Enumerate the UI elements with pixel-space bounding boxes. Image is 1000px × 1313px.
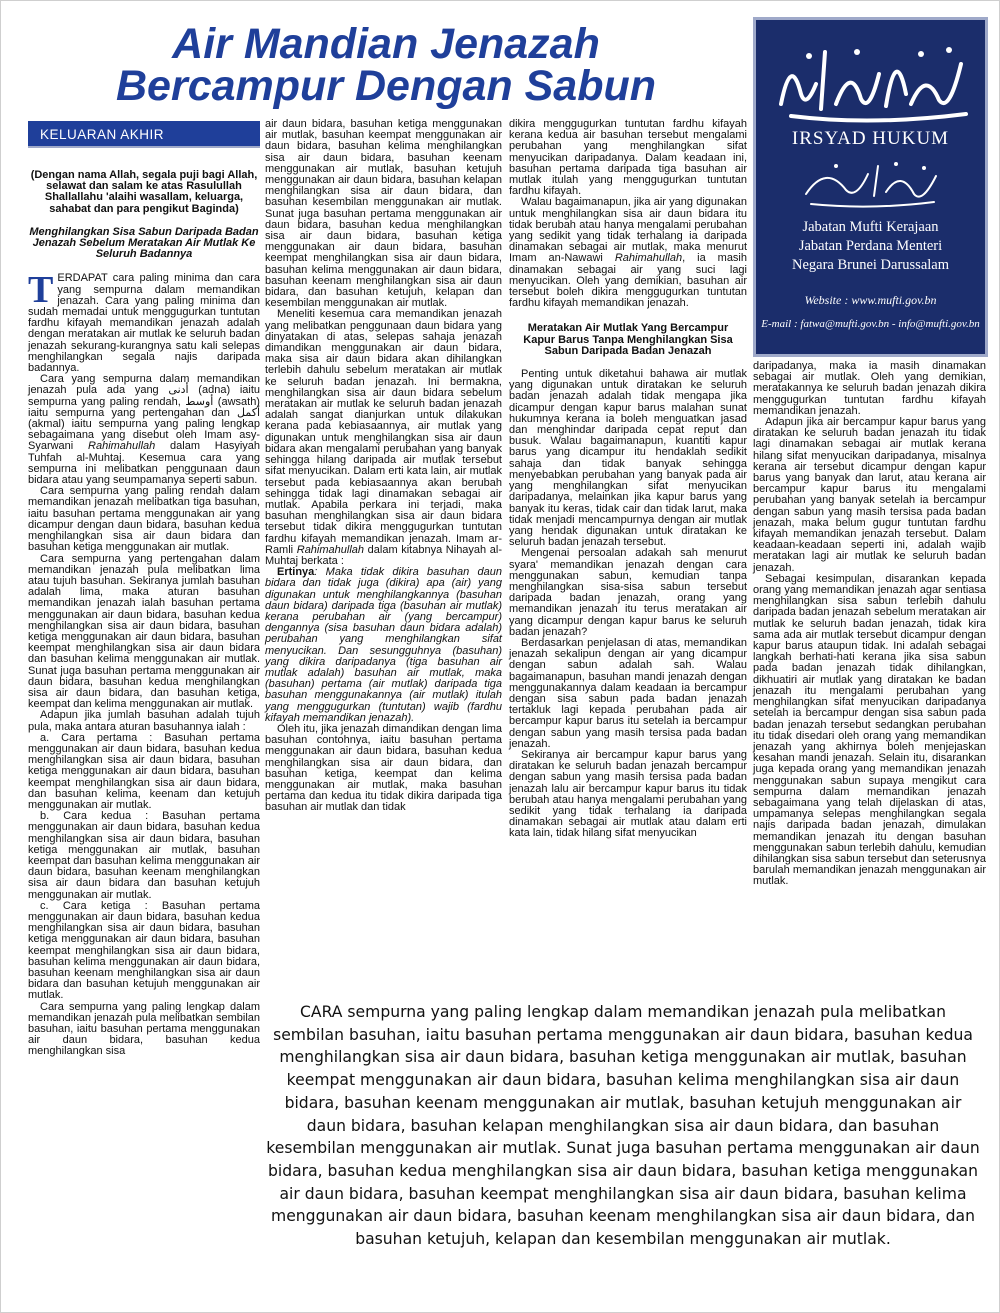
paragraph: Cara sempurna yang paling lengkap dalam memandikan jenazah pula melibatkan sembilan basuhan, iaitu basuhan pertama menggunakan air daun bidara, basuhan kedua menghilangkan sisa xyxy=(28,1000,260,1058)
paragraph: Oleh itu, jika jenazah dimandikan dengan lima basuhan contohnya, iaitu basuhan pertama menggunakan air daun bidara, basuhan kedua menghilangkan sisa air daun bidara, dan basuhan ketiga, keempat dan kelima menggunakan air mutlak, maka basuhan pertama dan kedua itu tidak dikira daripada tiga basuhan air mutlak dan tidak xyxy=(265,722,502,814)
paragraph-text: dalam Hasyiyah Tuhfah al-Muhtaj. Kesemua cara yang sempurna ini melibatkan penggunaan daun bidara atau yang seumpamanya seperti sabun. xyxy=(28,440,261,487)
headline-line-2: Bercampur Dengan Sabun xyxy=(116,62,656,110)
section-heading: Meratakan Air Mutlak Yang Bercampur Kapur Barus Tanpa Menghilangkan Sisa Sabun Daripada Badan Jenazah xyxy=(523,322,733,357)
column-4 xyxy=(753,361,986,888)
paragraph: dikira menggugurkan tuntutan fardhu kifayah kerana kedua air basuhan tersebut mengalami perubahan yang menghilangkan sifat menyucikan daripadanya. Dalam keadaan ini, basuhan pertama daripada tiga basuhan air mutlak itulah yang menggugurkan tuntutan fardhu kifayah. xyxy=(509,118,747,198)
translation-text: : Maka tidak dikira basuhan daun bidara dan tidak juga (dikira) apa (air) yang digunakan untuk menghilangkannya (basuhan daun bidara) daripada tiga (basuhan air mutlak) kerana perubahan air (yang bercampur) dengannya (sisa basuhan daun bidara adalah) perubahan yang menghilangkan sifat menyucikan. Dan sesungguhnya (basuhan) yang dikira daripadanya (tiga basuhan air mutlak adalah) basuhan air mutlak, maka (basuhan) pertama (air mutlak) daripada tiga basuhan menggunakannya (air mutlak) itulah yang menggugurkan (tuntutan) wajib (fardhu kifayah memandikan jenazah). xyxy=(265,566,502,724)
paragraph: Berdasarkan penjelasan di atas, memandikan jenazah sekalipun dengan air yang dicampur dengan sabun adalah sah. Walau bagaimanapun, basuhan mandi jenazah dengan menggunakannya dalam keadaan ia bercampur dengan sisa sabun pada badan jenazah tertakluk lagi kepada perubahan pada air bercampur kapur barus itu setelah ia bercampur dengan sabun yang masih tersisa pada badan jenazah. xyxy=(509,636,747,750)
article-subtitle: Menghilangkan Sisa Sabun Daripada Badan Jenazah Sebelum Meratakan Air Mutlak Ke Seluruh Badannya xyxy=(29,225,259,261)
paragraph-text: , ia masih dinamakan sebagai air yang suci lagi menyucikan. Oleh yang demikian, basuhan air tersebut boleh dikira menggugurkan tuntutan fardhu kifayah memandikan jenazah. xyxy=(509,252,747,310)
paragraph xyxy=(28,374,260,486)
paragraph: air daun bidara, basuhan ketiga menggunakan air mutlak, basuhan keempat menggunakan air daun bidara, basuhan kelima menghilangkan sisa air daun bidara, basuhan keenam menggunakan air mutlak, basuhan ketujuh menggunakan air daun bidara, basuhan kelapan menghilangkan sisa air daun bidara, dan basuhan kesembilan menggunakan air mutlak. Sunat juga basuhan pertama menggunakan air daun bidara, basuhan kedua menghilangkan sisa air daun bidara, basuhan ketiga menggunakan air daun bidara, basuhan keempat menghilangkan sisa air daun bidara, basuhan kelima menggunakan air daun bidara, basuhan keenam menghilangkan sisa air daun bidara, dan basuhan ketujuh, kelapan dan kesembilan menggunakan air mutlak. xyxy=(265,118,502,310)
dept-line-2: Jabatan Perdana Menteri xyxy=(798,238,943,254)
list-item: b. Cara kedua : Basuhan pertama menggunakan air daun bidara, basuhan kedua menghilangkan sisa air daun bidara, basuhan ketiga menggunakan air mutlak, basuhan keempat dan basuhan kelima menggunakan air daun bidara, basuhan keenam menghilangkan sisa air daun bidara dan basuhan ketujuh menggunakan air mutlak. xyxy=(28,810,260,901)
list-item: a. Cara pertama : Basuhan pertama menggunakan air daun bidara, basuhan kedua menghilangkan sisa air daun bidara, basuhan ketiga menggunakan air daun bidara, basuhan keempat menghilangkan sisa air daun bidara, dan basuhan kelima, keenam dan ketujuh menggunakan air mutlak. xyxy=(28,731,260,811)
paragraph: Adapun jika jumlah basuhan adalah tujuh pula, maka antara aturan basuhannya ialah : xyxy=(28,709,260,733)
paragraph-text: Walau bagaimanapun, jika air yang digunakan untuk menghilangkan sisa air daun bidara itu tidak berubah atau hanya mengalami perubahan yang sedikit yang tidak terhalang ia daripada dinamakan sebagai air mutlak, maka menurut Imam an-Nawawi xyxy=(509,196,747,265)
dept-line-1: Jabatan Mufti Kerajaan xyxy=(802,219,939,235)
paragraph xyxy=(28,269,260,375)
website-link[interactable]: Website : www.mufti.gov.bn xyxy=(804,293,937,307)
honorific: Rahimahullah xyxy=(614,252,683,265)
drop-cap: T xyxy=(28,269,54,312)
paragraph-text: Cara yang sempurna dalam memandikan jenazah pula ada yang أدنى (adna) iaitu sempurna yang paling rendah, أوسط (awsath) iaitu sempurna yang pertengahan dan أكمل (akmal) iaitu sempurna yang paling lengkap sebagaimana yang disebut oleh Imam asy-Syarwani xyxy=(28,373,260,453)
paragraph: Penting untuk diketahui bahawa air mutlak yang digunakan untuk diratakan ke seluruh badan jenazah adalah tidak mengapa jika dicampur dengan kapur barus malahan sunat hukumnya kerana ia boleh menguatkan jasad dan menghindar daripada cepat reput dan busuk. Walau bagaimanapun, kuantiti kapur barus yang dicampur itu hendaklah sedikit sahaja dan tidak banyak sehingga menyebabkan perubahan yang banyak pada air yang menghilangkan sifat menyucikan daripadanya, melainkan jika kapur barus yang banyak itu keras, tidak cair dan tidak larut, maka tidak menjadi mencampurnya dengan air mutlak yang hendak digunakan untuk diratakan ke seluruh badan jenazah tersebut. xyxy=(509,368,747,549)
paragraph: Adapun jika air bercampur kapur barus yang diratakan ke seluruh badan jenazah itu tidak lagi dinamakan sebagai air mutlak kerana hilang sifat menyucikan daripadanya, misalnya kerana air tersebut dicampur dengan kapur barus yang banyak dan larut, atau kerana air bercampur kapur barus itu mengalami perubahan yang banyak setelah ia bercampur dengan sabun yang masih tersisa pada badan jenazah, maka belum gugur tuntutan fardhu kifayah memandikan jenazah tersebut. Dalam keadaan-keadaan seperti ini, adalah wajib meratakan lagi air mutlak ke seluruh badan jenazah. xyxy=(753,416,986,574)
paragraph: Cara sempurna yang paling rendah dalam memandikan jenazah melibatkan tiga basuhan, iaitu basuhan pertama menggunakan air yang dicampur dengan daun bidara, basuhan kedua menghilangkan sisa air daun bidara dan basuhan ketiga menggunakan air mutlak. xyxy=(28,485,260,554)
department-info xyxy=(756,218,985,275)
column-1 xyxy=(28,121,260,1058)
paragraph: Sekiranya air bercampur kapur barus yang diratakan ke seluruh badan jenazah bercampur dengan sabun yang masih tersisa pada badan jenazah lalu air bercampur kapur barus itu tidak berubah atau hanya mengalami perubahan yang sedikit yang tidak terhalang ia daripada dinamakan sebagai air mutlak atau dalam erti kata lain, tidak hilang sifat menyucikan xyxy=(509,748,747,840)
paragraph-text: dalam kitabnya Nihayah al-Muhtaj berkata : xyxy=(265,543,503,567)
page-title xyxy=(21,20,751,110)
email-link[interactable]: E-mail : fatwa@mufti.gov.bn - info@mufti.gov.bn xyxy=(761,318,980,330)
opening-invocation: (Dengan nama Allah, segala puji bagi Allah, selawat dan salam ke atas Rasulullah Shallallahu 'alaihi wasallam, keluarga, sahabat dan para pengikut Baginda) xyxy=(30,169,258,215)
ertinya-label: Ertinya xyxy=(277,566,315,579)
honorific: Rahimahullah xyxy=(296,543,365,556)
translation-quote xyxy=(265,567,502,724)
column-2 xyxy=(265,119,502,814)
paragraph: Mengenai persoalan adakah sah menurut syara' memandikan jenazah dengan cara menggunakan sabun, kemudian tanpa menghilangkan sisa-sisa sabun tersebut daripada badan jenazah, orang yang memandikan jenazah itu terus meratakan air yang dicampur dengan kapur barus ke seluruh badan jenazah? xyxy=(509,547,747,638)
irsyad-hukum-logo-box xyxy=(753,17,988,357)
paragraph xyxy=(509,197,747,309)
mufti-emblem-icon xyxy=(756,154,985,212)
paragraph xyxy=(265,309,502,567)
pull-quote: CARA sempurna yang paling lengkap dalam memandikan jenazah pula melibatkan sembilan basuhan, iaitu basuhan pertama menggunakan air daun bidara, basuhan kedua menghilangkan sisa air daun bidara, basuhan ketiga menggunakan air mutlak, basuhan keempat menggunakan air daun bidara, basuhan kelima menghilangkan sisa air daun bidara, basuhan keenam menggunakan air mutlak, basuhan ketujuh menggunakan air daun bidara, basuhan kelapan menghilangkan sisa air daun bidara, dan basuhan kesembilan menggunakan air mutlak. Sunat juga basuhan pertama menggunakan air daun bidara, basuhan kedua menghilangkan sisa air daun bidara, basuhan ketiga menggunakan air daun bidara, basuhan keempat menghilangkan sisa air daun bidara, basuhan kelima menggunakan air daun bidara, basuhan keenam menghilangkan sisa air daun bidara, dan basuhan ketujuh, kelapan dan kesembilan menggunakan air mutlak. xyxy=(266,1003,980,1249)
honorific: Rahimahullah xyxy=(88,440,156,453)
paragraph: daripadanya, maka ia masih dinamakan sebagai air mutlak. Oleh yang demikian, meratakannya ke seluruh badan jenazah dikira menggugurkan tuntutan fardhu kifayah memandikan jenazah. xyxy=(753,360,986,417)
list-item: c. Cara ketiga : Basuhan pertama menggunakan air daun bidara, basuhan kedua menghilangkan sisa air daun bidara, basuhan ketiga menggunakan air daun bidara, basuhan keempat menghilangkan sisa air daun bidara, basuhan kelima menggunakan air daun bidara, basuhan keenam menghilangkan sisa air daun bidara dan basuhan ketujuh menggunakan air mutlak. xyxy=(28,899,260,1002)
paragraph: Sebagai kesimpulan, disarankan kepada orang yang memandikan jenazah agar sentiasa menghilangkan sisa sabun terlebih dahulu daripada badan jenazah sebelum meratakan air mutlak ke seluruh badan jenazah, tidak kira sama ada air mutlak tersebut dicampur dengan kapur barus ataupun tidak. Ini adalah sebagai langkah berhati-hati kerana jika sisa sabun pada badan jenazah tidak dihilangkan, dikhuatiri air mutlak yang diratakan ke badan jenazah itu mengalami perubahan yang menghilangkan sifat menyucikan daripadanya setelah ia bercampur dengan sisa sabun pada badan jenazah tersebut sedangkan perubahan itu tidak disedari oleh orang yang memandikan jenazah yang akhirnya boleh menjejaskan kesahan mandi jenazah. Selain itu, disarankan juga kepada orang yang memandikan jenazah menggunakan sabun supaya mengikut cara sempurna dalam memandikan jenazah sebagaimana yang telah dijelaskan di atas, umpamanya selepas menghilangkan segala najis daripada badan jenazah, dimulakan memandikan jenazah itu dengan basuhan menggunakan sabun terlebih dahulu, kemudian dihilangkan sisa sabun tersebut dan seterusnya barulah memandikan jenazah menggunakan air mutlak. xyxy=(753,572,986,888)
arabic-calligraphy-icon xyxy=(756,34,985,126)
paragraph-text: Meneliti kesemua cara memandikan jenazah yang melibatkan penggunaan daun bidara yang dinyatakan di atas, selepas sahaja jenazah dimandikan menggunakan air daun bidara, maka sisa air daun bidara akan dihilangkan terlebih dahulu sebelum meratakan air mutlak ke seluruh badan jenazah. Ini bermakna, menghilangkan sisa air daun bidara sebelum meratakan air mutlak ke seluruh badan jenazah adalah sangat dianjurkan untuk dilakukan kerana pada kebiasaannya, air mutlak yang digunakan untuk menghilangkan sisa air daun bidara akan mengalami perubahan yang banyak sehingga hilang daripada air mutlak tersebut sifat menyucikan. Dalam erti kata lain, air mutlak tersebut pada kebiasaannya akan berubah sehingga tidak lagi dinamakan sebagai air mutlak. Apabila perkara ini terjadi, maka basuhan menghilangkan sisa air daun bidara tersebut tidak dikira menggugurkan tuntutan fardhu kifayah memandikan jenazah. Imam ar-Ramli xyxy=(265,308,502,556)
headline-line-1: Air Mandian Jenazah xyxy=(172,20,600,68)
edition-banner: KELUARAN AKHIR xyxy=(28,121,260,148)
dept-line-3: Negara Brunei Darussalam xyxy=(791,257,950,273)
paragraph-text: ERDAPAT cara paling minima dan cara yang sempurna dalam memandikan jenazah. Cara yang paling minima dan sudah memadai untuk menggugurkan tuntutan fardhu kifayah memandikan jenazah adalah dengan meratakan air mutlak ke seluruh badan jenazah sekurang-kurangnya satu kali selepas menghilangkan segala najis daripada badannya. xyxy=(28,272,260,375)
paragraph: Cara sempurna yang pertengahan dalam memandikan jenazah pula melibatkan lima atau tujuh basuhan. Sekiranya jumlah basuhan adalah lima, maka aturan basuhan memandikan jenazah ialah basuhan pertama menggunakan air daun bidara, basuhan kedua menghilangkan sisa air daun bidara, basuhan ketiga menggunakan air daun bidara, basuhan keempat menghilangkan sisa air daun bidara dan basuhan kelima menggunakan air mutlak. Sunat juga basuhan pertama menggunakan air daun bidara, basuhan kedua menghilangkan sisa air daun bidara, dan basuhan ketiga, keempat dan kelima menggunakan air mutlak. xyxy=(28,552,260,711)
brand-name: IRSYAD HUKUM xyxy=(791,128,950,149)
column-3 xyxy=(509,119,747,840)
